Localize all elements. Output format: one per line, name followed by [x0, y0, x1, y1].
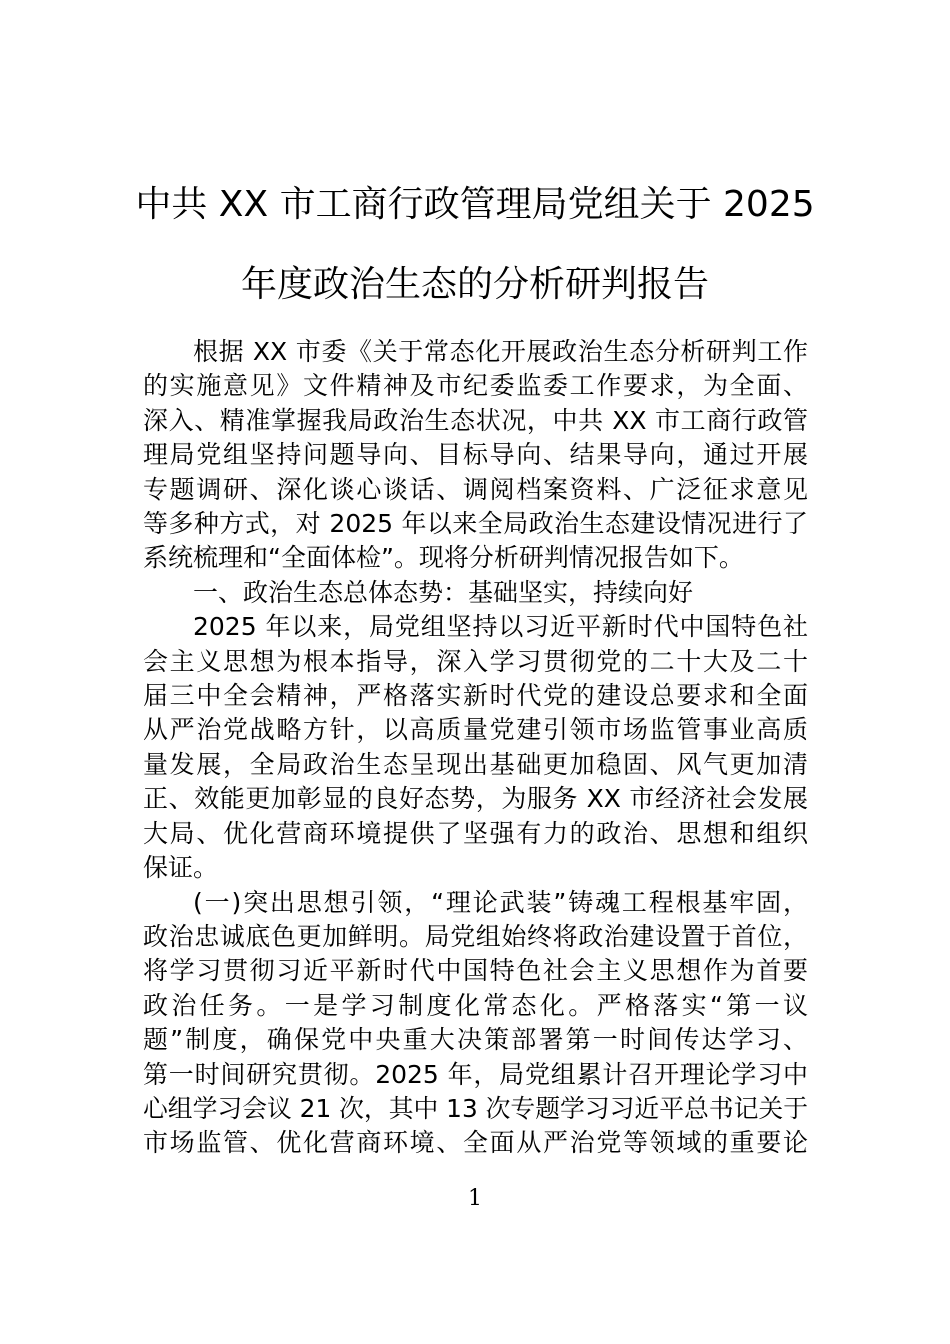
paragraph-ideology: [143, 886, 808, 1161]
section-heading: [143, 576, 808, 610]
text-line: 第一时间研究贯彻。2025 年，局党组累计召开理论学习中: [143, 1059, 808, 1089]
text-line: 大局、优化营商环境提供了坚强有力的政治、思想和组织: [143, 818, 808, 848]
text-line: 从严治党战略方针，以高质量党建引领市场监管事业高质: [143, 715, 808, 745]
text-line: 深入、精准掌握我局政治生态状况，中共 XX 市工商行政管: [143, 405, 808, 435]
text-line: 正、效能更加彰显的良好态势，为服务 XX 市经济社会发展: [143, 784, 808, 814]
text-line: 届三中全会精神，严格落实新时代党的建设总要求和全面: [143, 681, 808, 711]
document-body: [143, 335, 808, 1161]
text-line: 专题调研、深化谈心谈话、调阅档案资料、广泛征求意见: [143, 474, 808, 504]
text-line: 的实施意见》文件精神及市纪委监委工作要求，为全面、: [143, 371, 808, 401]
text-line: 会主义思想为根本指导，深入学习贯彻党的二十大及二十: [143, 646, 808, 676]
text-line: 根据 XX 市委《关于常态化开展政治生态分析研判工作: [193, 337, 808, 366]
title-line-2: 年度政治生态的分析研判报告: [240, 264, 709, 305]
page-number: 1: [468, 1186, 482, 1211]
text-line: 题”制度，确保党中央重大决策部署第一时间传达学习、: [143, 1025, 808, 1055]
paragraph-overview: [143, 610, 808, 885]
document-title: [100, 165, 850, 325]
text-line: 2025 年以来，局党组坚持以习近平新时代中国特色社: [193, 612, 808, 642]
heading-line: 一、政治生态总体态势：基础坚实，持续向好: [193, 577, 694, 607]
text-line: 系统梳理和“全面体检”。现将分析研判情况报告如下。: [143, 543, 744, 573]
paragraph-intro: [143, 335, 808, 576]
text-line: 政治任务。一是学习制度化常态化。严格落实“第一议: [143, 990, 808, 1020]
text-line: 保证。: [143, 853, 219, 883]
text-line: 市场监管、优化营商环境、全面从严治党等领域的重要论: [143, 1128, 808, 1158]
text-line: 量发展，全局政治生态呈现出基础更加稳固、风气更加清: [143, 749, 808, 779]
text-line: 理局党组坚持问题导向、目标导向、结果导向，通过开展: [143, 440, 808, 470]
text-line: 心组学习会议 21 次，其中 13 次专题学习习近平总书记关于: [143, 1093, 808, 1123]
text-line: (一)突出思想引领，“理论武装”铸魂工程根基牢固，: [193, 887, 808, 917]
title-line-1: 中共 XX 市工商行政管理局党组关于 2025: [135, 184, 815, 225]
text-line: 等多种方式，对 2025 年以来全局政治生态建设情况进行了: [143, 509, 808, 539]
text-line: 政治忠诚底色更加鲜明。局党组始终将政治建设置于首位，: [143, 921, 808, 951]
text-line: 将学习贯彻习近平新时代中国特色社会主义思想作为首要: [143, 956, 808, 986]
